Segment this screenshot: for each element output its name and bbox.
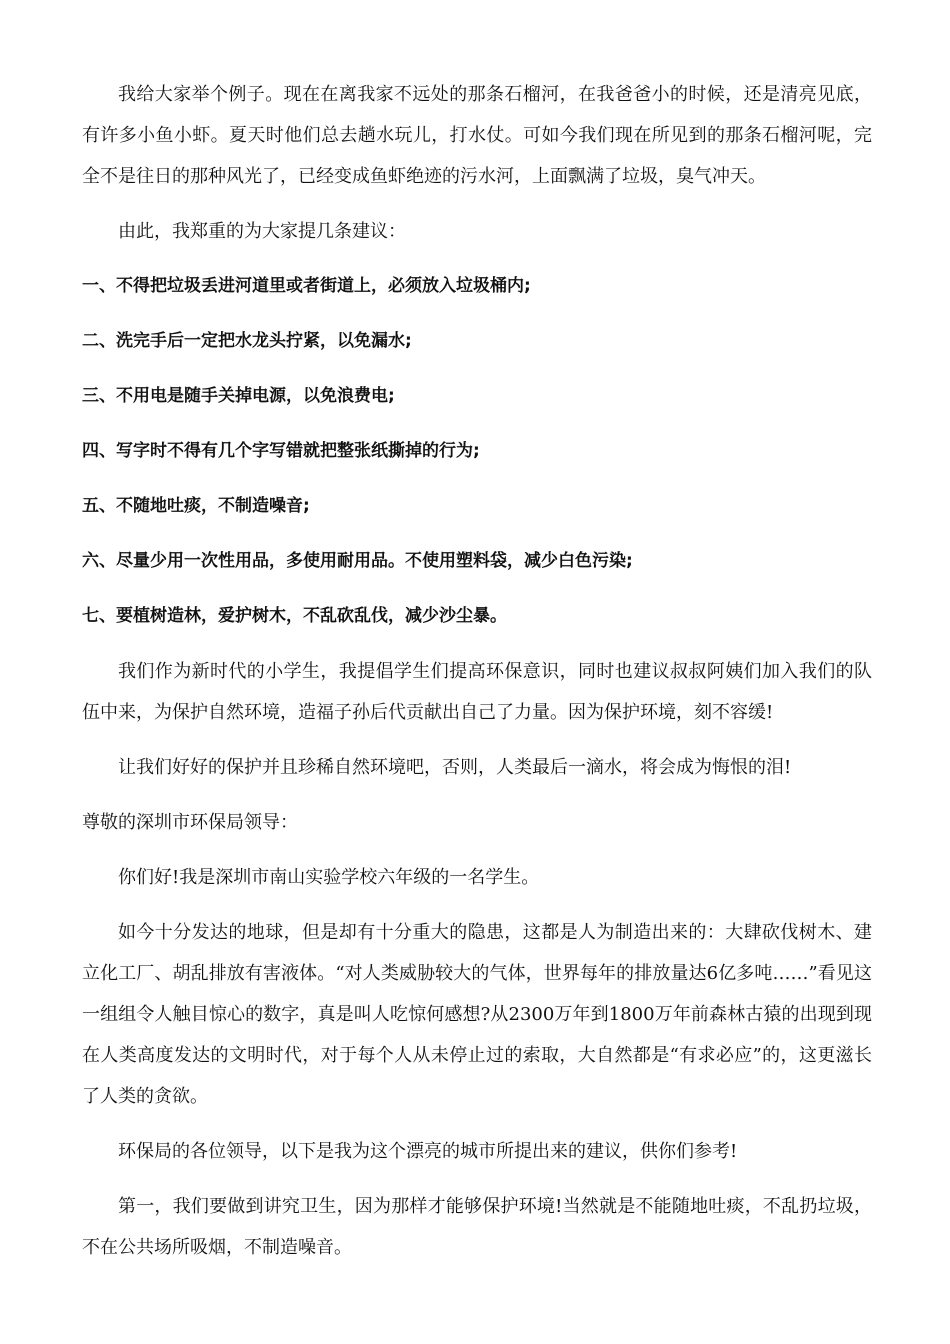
suggestion-item: 四、写字时不得有几个字写错就把整张纸撕掉的行为; bbox=[82, 441, 480, 461]
suggestion-item: 一、不得把垃圾丢进河道里或者街道上，必须放入垃圾桶内; bbox=[82, 276, 531, 296]
document-body bbox=[82, 74, 872, 1282]
paragraph-earth-hazards: 如今十分发达的地球，但是却有十分重大的隐患，这都是人为制造出来的：大肆砍伐树木、建立化工厂、胡乱排放有害液体。“对人类威胁较大的气体，世界每年的排放量达6亿多吨……”看见这一组组令人触目惊心的数字，真是叫人吃惊何感想?从2300万年到1800万年前森林古猿的出现到现在人类高度发达的文明时代，对于每个人从未停止过的索取，大自然都是“有求必应”的，这更滋长了人类的贪欲。 bbox=[82, 922, 872, 1107]
suggestion-list bbox=[82, 266, 872, 637]
paragraph-greeting: 你们好!我是深圳市南山实验学校六年级的一名学生。 bbox=[118, 867, 540, 888]
paragraph-first-suggestion: 第一，我们要做到讲究卫生，因为那样才能够保护环境!当然就是不能随地吐痰，不乱扔垃圾，不在公共场所吸烟，不制造噪音。 bbox=[82, 1196, 872, 1258]
suggestion-item: 七、要植树造林，爱护树木，不乱砍乱伐，减少沙尘暴。 bbox=[82, 606, 507, 626]
suggestion-item: 三、不用电是随手关掉电源，以免浪费电; bbox=[82, 386, 395, 406]
paragraph-call-to-action: 我们作为新时代的小学生，我提倡学生们提高环保意识，同时也建议叔叔阿姨们加入我们的队伍中来，为保护自然环境，造福子孙后代贡献出自己了力量。因为保护环境，刻不容缓! bbox=[82, 661, 872, 723]
suggestion-item: 二、洗完手后一定把水龙头拧紧，以免漏水; bbox=[82, 331, 412, 351]
paragraph-address-leaders: 环保局的各位领导，以下是我为这个漂亮的城市所提出来的建议，供你们参考! bbox=[118, 1141, 738, 1162]
paragraph-closing-appeal: 让我们好好的保护并且珍稀自然环境吧，否则，人类最后一滴水，将会成为悔恨的泪! bbox=[118, 757, 792, 778]
letter-salutation: 尊敬的深圳市环保局领导： bbox=[82, 812, 298, 833]
paragraph-suggestion-intro: 由此，我郑重的为大家提几条建议： bbox=[118, 221, 406, 242]
paragraph-example-river: 我给大家举个例子。现在在离我家不远处的那条石榴河，在我爸爸小的时候，还是清亮见底，有许多小鱼小虾。夏天时他们总去趟水玩儿，打水仗。可如今我们现在所见到的那条石榴河呢，完全不是往日的那种风光了，已经变成鱼虾绝迹的污水河，上面飘满了垃圾，臭气冲天。 bbox=[82, 84, 872, 187]
suggestion-item: 五、不随地吐痰，不制造噪音; bbox=[82, 496, 310, 516]
suggestion-item: 六、尽量少用一次性用品，多使用耐用品。不使用塑料袋，减少白色污染; bbox=[82, 551, 633, 571]
